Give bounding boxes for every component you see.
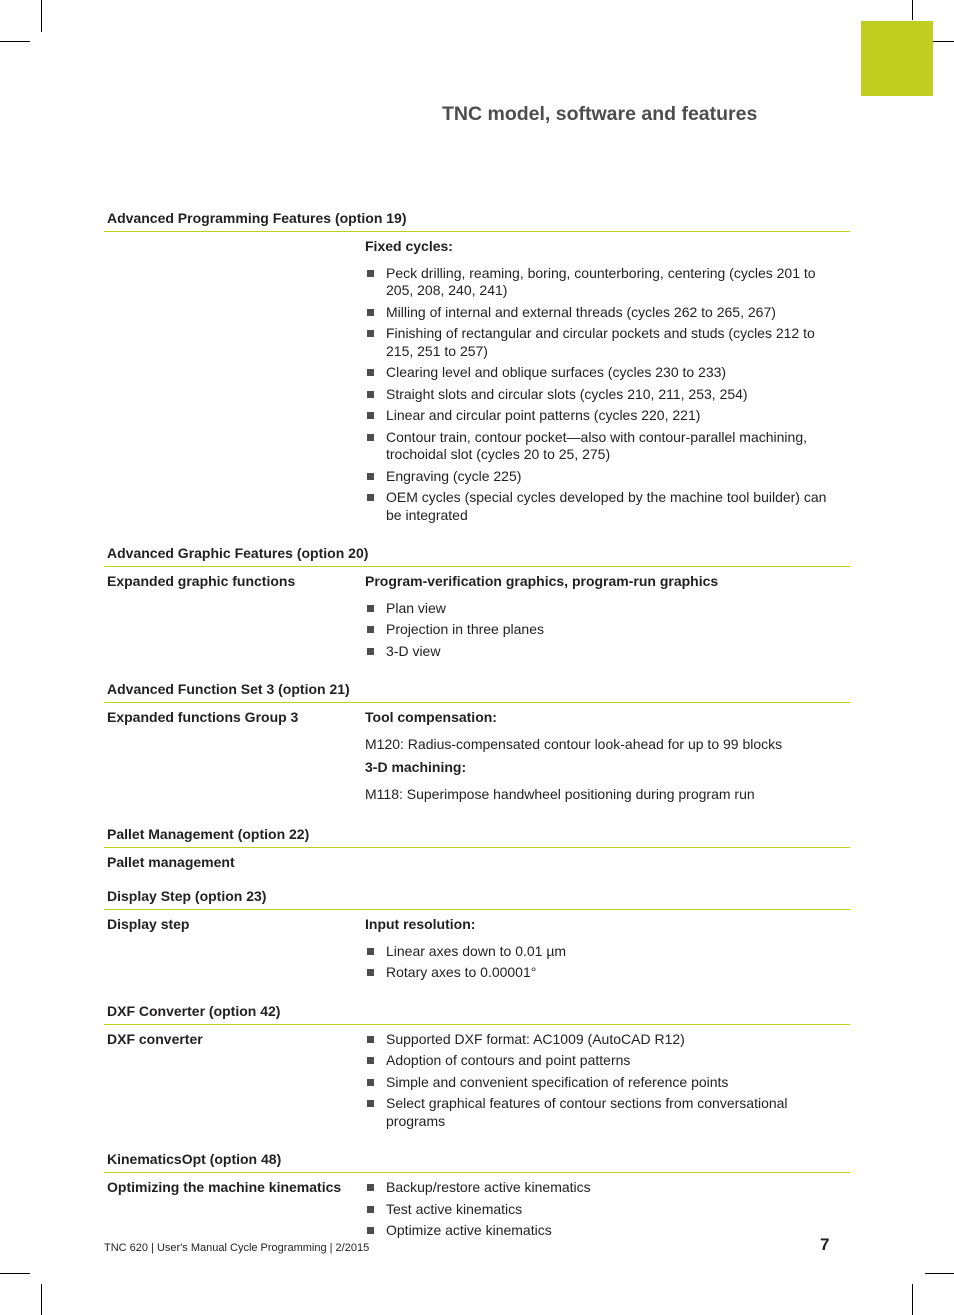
list-item-text: Linear axes down to 0.01 µm bbox=[386, 942, 567, 959]
square-bullet-icon bbox=[367, 969, 374, 976]
feature-row bbox=[104, 238, 850, 528]
feature-section bbox=[104, 825, 850, 887]
sub-heading: Fixed cycles: bbox=[365, 238, 453, 254]
list-item bbox=[365, 1074, 850, 1092]
footer-text: TNC 620 | User's Manual Cycle Programming | 2/2015 bbox=[104, 1242, 370, 1254]
bullet-list bbox=[365, 600, 850, 661]
square-bullet-icon bbox=[367, 1057, 374, 1064]
square-bullet-icon bbox=[367, 270, 374, 277]
crop-mark bbox=[41, 0, 42, 32]
section-body bbox=[104, 702, 850, 825]
bullet-list bbox=[365, 1179, 850, 1240]
list-item-text: 3-D view bbox=[386, 642, 441, 659]
list-item-text: Contour train, contour pocket—also with contour-parallel machining, trochoidal slot (cycles 20 to 25, 275) bbox=[386, 428, 807, 462]
list-item bbox=[365, 1179, 850, 1197]
page-number: 7 bbox=[820, 1235, 830, 1254]
list-item bbox=[365, 1222, 850, 1240]
feature-label bbox=[104, 238, 365, 528]
list-item bbox=[365, 364, 850, 382]
sub-heading: Input resolution: bbox=[365, 916, 476, 932]
crop-mark bbox=[41, 1284, 42, 1315]
square-bullet-icon bbox=[367, 391, 374, 398]
list-item bbox=[365, 1052, 850, 1070]
section-title: Pallet Management (option 22) bbox=[107, 826, 310, 842]
feature-description bbox=[365, 709, 850, 809]
list-item-text: Finishing of rectangular and circular pockets and studs (cycles 212 to 215, 251 to 257) bbox=[386, 325, 815, 359]
list-item-text: Peck drilling, reaming, boring, counterboring, centering (cycles 201 to 205, 208, 240, 241) bbox=[386, 264, 816, 298]
list-item bbox=[365, 943, 850, 961]
square-bullet-icon bbox=[367, 434, 374, 441]
crop-mark bbox=[0, 41, 30, 42]
feature-row bbox=[104, 916, 850, 986]
sub-heading: 3-D machining: bbox=[365, 759, 467, 775]
list-item bbox=[365, 964, 850, 982]
feature-section bbox=[104, 680, 850, 825]
section-title: DXF Converter (option 42) bbox=[107, 1002, 281, 1019]
list-item bbox=[365, 265, 850, 300]
list-item bbox=[365, 489, 850, 524]
list-item bbox=[365, 386, 850, 404]
section-body bbox=[104, 1024, 850, 1151]
section-title: Advanced Graphic Features (option 20) bbox=[107, 545, 369, 561]
square-bullet-icon bbox=[367, 626, 374, 633]
feature-description bbox=[365, 916, 850, 986]
list-item-text: Simple and convenient specification of reference points bbox=[386, 1073, 729, 1090]
list-item bbox=[365, 1031, 850, 1049]
list-item bbox=[365, 325, 850, 360]
feature-description bbox=[365, 238, 850, 528]
description-text: M118: Superimpose handwheel positioning during program run bbox=[365, 785, 755, 802]
list-item-text: Clearing level and oblique surfaces (cycles 230 to 233) bbox=[386, 364, 727, 380]
list-item-text: Test active kinematics bbox=[386, 1200, 523, 1217]
square-bullet-icon bbox=[367, 1184, 374, 1191]
description-text: M120: Radius-compensated contour look-ahead for up to 99 blocks bbox=[365, 735, 783, 752]
list-item-text: Plan view bbox=[386, 599, 446, 616]
list-item bbox=[365, 407, 850, 425]
list-item-text: Straight slots and circular slots (cycles 210, 211, 253, 254) bbox=[386, 385, 748, 402]
chapter-tab-marker bbox=[861, 21, 933, 96]
feature-label: Display step bbox=[107, 916, 190, 932]
square-bullet-icon bbox=[367, 1036, 374, 1043]
list-item bbox=[365, 1095, 850, 1130]
list-item bbox=[365, 304, 850, 322]
feature-section bbox=[104, 887, 850, 1002]
square-bullet-icon bbox=[367, 473, 374, 480]
feature-label: Expanded functions Group 3 bbox=[107, 709, 299, 725]
square-bullet-icon bbox=[367, 1079, 374, 1086]
list-item-text: Supported DXF format: AC1009 (AutoCAD R12) bbox=[386, 1030, 685, 1047]
feature-section bbox=[104, 1002, 850, 1151]
list-item-text: Engraving (cycle 225) bbox=[386, 467, 522, 484]
crop-mark bbox=[912, 0, 913, 20]
list-item-text: Projection in three planes bbox=[386, 621, 544, 637]
list-item bbox=[365, 600, 850, 618]
list-item bbox=[365, 468, 850, 486]
feature-label: DXF converter bbox=[107, 1030, 203, 1047]
sub-heading: Tool compensation: bbox=[365, 709, 497, 725]
feature-description bbox=[365, 573, 850, 664]
feature-section bbox=[104, 544, 850, 680]
feature-row bbox=[104, 573, 850, 664]
list-item-text: OEM cycles (special cycles developed by the machine tool builder) can be integrated bbox=[386, 489, 827, 523]
list-item-text: Optimize active kinematics bbox=[386, 1222, 552, 1238]
crop-mark bbox=[0, 1273, 30, 1274]
feature-label: Optimizing the machine kinematics bbox=[107, 1179, 342, 1195]
section-body bbox=[104, 566, 850, 680]
list-item-text: Backup/restore active kinematics bbox=[386, 1179, 591, 1195]
sub-heading: Program-verification graphics, program-run graphics bbox=[365, 573, 719, 589]
feature-section bbox=[104, 209, 850, 544]
square-bullet-icon bbox=[367, 1206, 374, 1213]
square-bullet-icon bbox=[367, 494, 374, 501]
feature-row bbox=[104, 709, 850, 809]
feature-description bbox=[365, 854, 850, 871]
list-item-text: Linear and circular point patterns (cycles 220, 221) bbox=[386, 407, 701, 423]
list-item bbox=[365, 1201, 850, 1219]
square-bullet-icon bbox=[367, 605, 374, 612]
section-title: Advanced Function Set 3 (option 21) bbox=[107, 681, 350, 697]
feature-label: Pallet management bbox=[107, 854, 235, 870]
section-title: KinematicsOpt (option 48) bbox=[107, 1151, 282, 1167]
bullet-list bbox=[365, 265, 850, 525]
section-title: Advanced Programming Features (option 19) bbox=[107, 210, 407, 226]
list-item-text: Milling of internal and external threads (cycles 262 to 265, 267) bbox=[386, 303, 776, 320]
list-item bbox=[365, 621, 850, 639]
bullet-list bbox=[365, 1031, 850, 1131]
section-body bbox=[104, 909, 850, 1002]
section-body bbox=[104, 847, 850, 887]
square-bullet-icon bbox=[367, 948, 374, 955]
list-item bbox=[365, 429, 850, 464]
square-bullet-icon bbox=[367, 369, 374, 376]
section-body bbox=[104, 231, 850, 544]
feature-row bbox=[104, 854, 850, 871]
square-bullet-icon bbox=[367, 309, 374, 316]
bullet-list bbox=[365, 943, 850, 982]
page-title: TNC model, software and features bbox=[442, 103, 758, 125]
feature-row bbox=[104, 1031, 850, 1135]
crop-mark bbox=[912, 1284, 913, 1315]
feature-table bbox=[104, 209, 850, 1260]
list-item-text: Adoption of contours and point patterns bbox=[386, 1052, 631, 1068]
square-bullet-icon bbox=[367, 648, 374, 655]
list-item bbox=[365, 643, 850, 661]
feature-description bbox=[365, 1031, 850, 1135]
list-item-text: Rotary axes to 0.00001° bbox=[386, 964, 537, 980]
feature-description bbox=[365, 1179, 850, 1244]
list-item-text: Select graphical features of contour sections from conversational programs bbox=[386, 1095, 788, 1129]
square-bullet-icon bbox=[367, 412, 374, 419]
square-bullet-icon bbox=[367, 1227, 374, 1234]
square-bullet-icon bbox=[367, 1100, 374, 1107]
feature-label: Expanded graphic functions bbox=[107, 573, 296, 589]
feature-row bbox=[104, 1179, 850, 1244]
section-title: Display Step (option 23) bbox=[107, 888, 267, 904]
square-bullet-icon bbox=[367, 330, 374, 337]
crop-mark bbox=[925, 1273, 954, 1274]
